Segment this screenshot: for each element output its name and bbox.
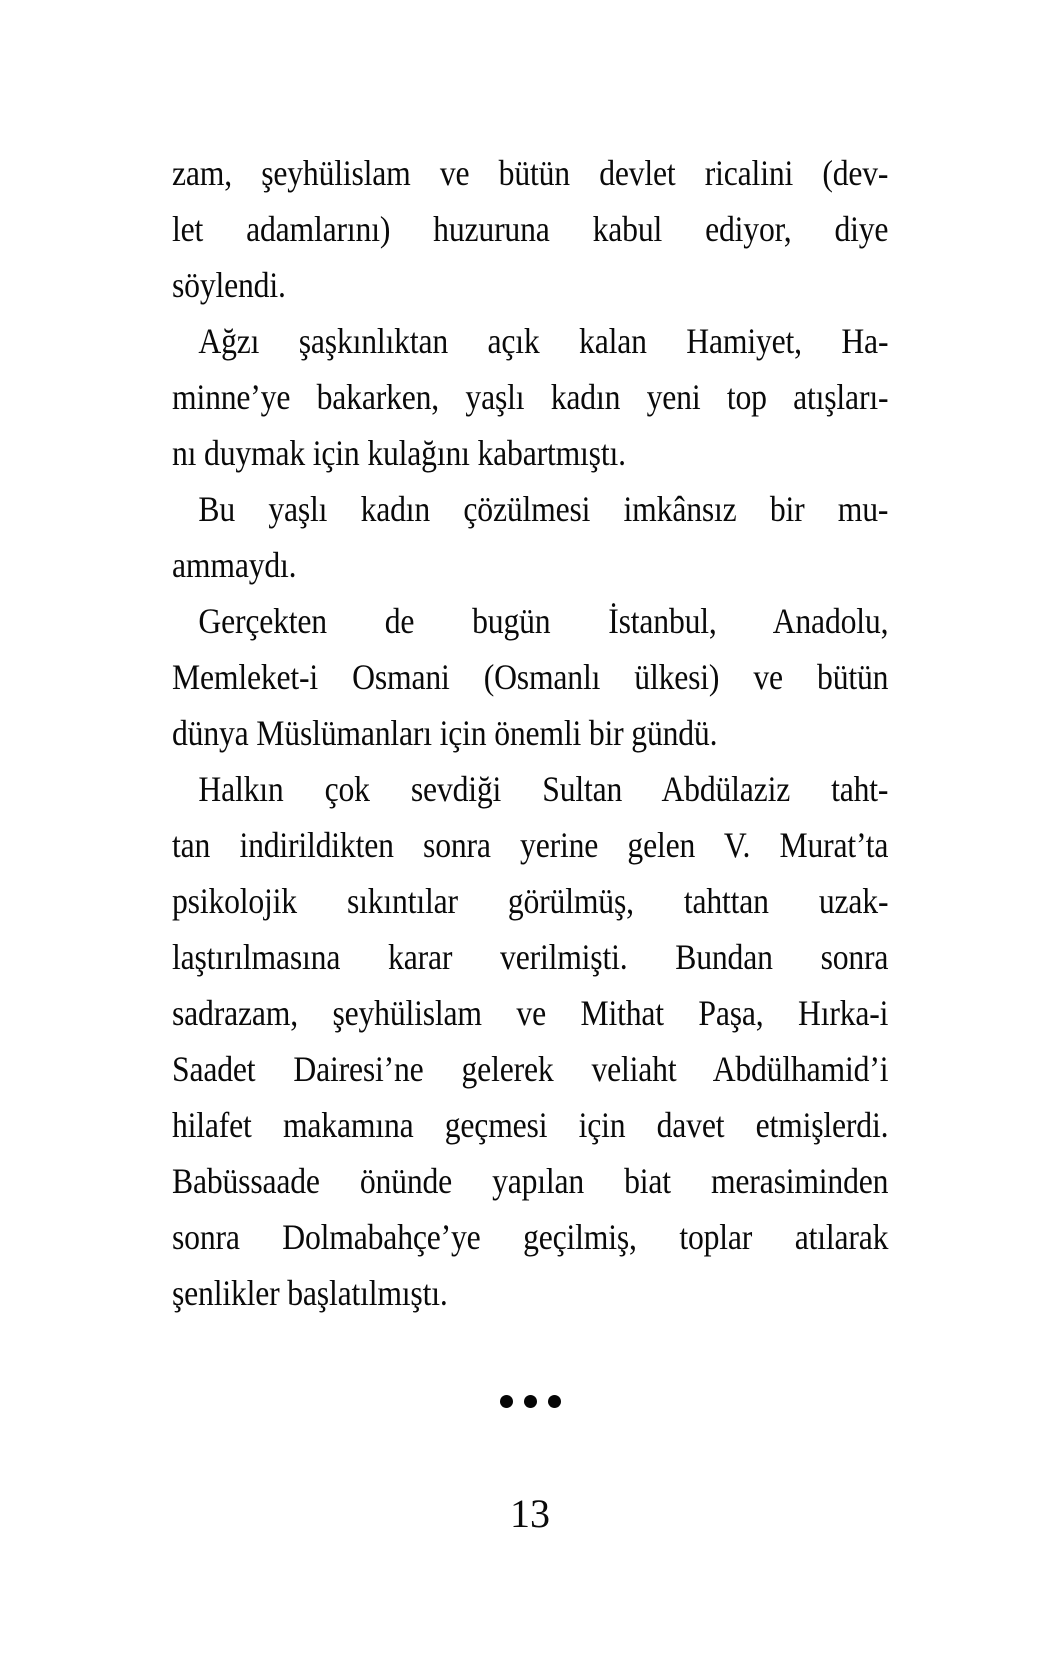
- paragraph: [172, 481, 888, 593]
- text-line: zam, şeyhülislam ve bütün devlet ricalini (dev-: [172, 153, 889, 193]
- text-line: Bu yaşlı kadın çözülmesi imkânsız bir mu-: [198, 489, 889, 529]
- text-line: sadrazam, şeyhülislam ve Mithat Paşa, Hırka-i: [172, 993, 889, 1033]
- dot-icon: [500, 1395, 513, 1408]
- section-separator: [172, 1395, 888, 1408]
- text-line: dünya Müslümanları için önemli bir gündü.: [172, 713, 718, 753]
- text-line: let adamlarını) huzuruna kabul ediyor, diye: [172, 209, 889, 249]
- text-line: hilafet makamına geçmesi için davet etmişlerdi.: [172, 1105, 889, 1145]
- text-line: sonra Dolmabahçe’ye geçilmiş, toplar atılarak: [172, 1217, 889, 1257]
- dot-icon: [548, 1395, 561, 1408]
- text-line: Ağzı şaşkınlıktan açık kalan Hamiyet, Ha-: [198, 321, 889, 361]
- paragraph: [172, 145, 888, 313]
- text-line: psikolojik sıkıntılar görülmüş, tahttan uzak-: [172, 881, 889, 921]
- page-number: 13: [510, 1491, 550, 1536]
- paragraph: [172, 761, 888, 1321]
- text-line: Halkın çok sevdiği Sultan Abdülaziz taht-: [198, 769, 889, 809]
- dot-icon: [524, 1395, 537, 1408]
- text-line: söylendi.: [172, 265, 286, 305]
- paragraph: [172, 593, 888, 761]
- paragraph: [172, 313, 888, 481]
- text-line: Memleket-i Osmani (Osmanlı ülkesi) ve bütün: [172, 657, 889, 697]
- text-line: tan indirildikten sonra yerine gelen V. Murat’ta: [172, 825, 889, 865]
- text-line: nı duymak için kulağını kabartmıştı.: [172, 433, 626, 473]
- text-line: Babüssaade önünde yapılan biat merasiminden: [172, 1161, 889, 1201]
- text-line: Saadet Dairesi’ne gelerek veliaht Abdülhamid’i: [172, 1049, 889, 1089]
- text-line: Gerçekten de bugün İstanbul, Anadolu,: [198, 601, 889, 641]
- text-line: laştırılmasına karar verilmişti. Bundan sonra: [172, 937, 889, 977]
- text-line: şenlikler başlatılmıştı.: [172, 1273, 448, 1313]
- text-line: ammaydı.: [172, 545, 297, 585]
- text-line: minne’ye bakarken, yaşlı kadın yeni top atışları-: [172, 377, 889, 417]
- body-text: [172, 145, 888, 1321]
